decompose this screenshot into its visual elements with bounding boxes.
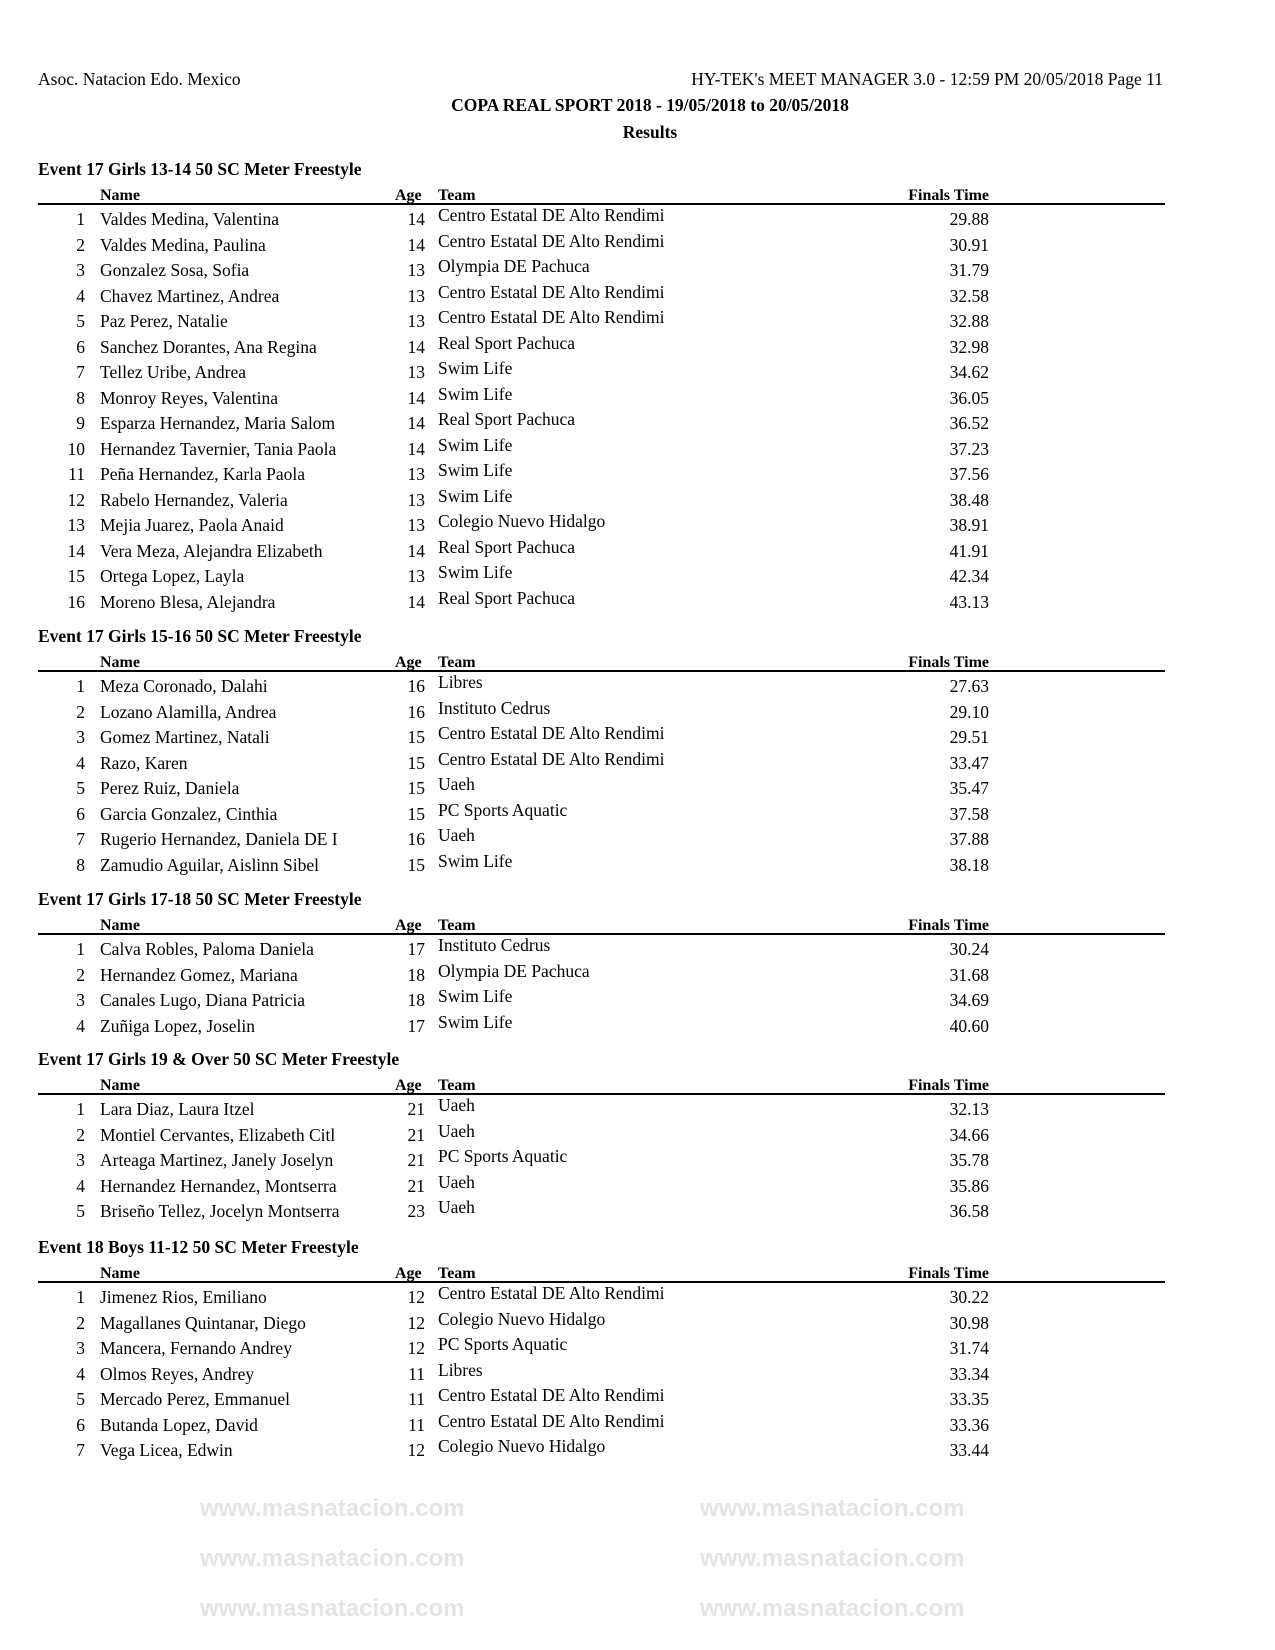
result-row	[38, 851, 1165, 877]
swimmer-name: Perez Ruiz, Daniela	[100, 778, 240, 798]
team-header: Team	[438, 1077, 476, 1094]
result-row	[38, 588, 1165, 614]
team: Uaeh	[438, 825, 475, 845]
result-row	[38, 1411, 1165, 1437]
team-header: Team	[438, 917, 476, 934]
team: Real Sport Pachuca	[438, 409, 576, 429]
place: 3	[76, 1338, 85, 1358]
age: 13	[407, 515, 425, 535]
place: 2	[76, 1124, 85, 1145]
team: Swim Life	[438, 383, 513, 404]
result-row	[38, 1334, 1165, 1360]
team: Olympia DE Pachuca	[438, 960, 590, 981]
place: 14	[67, 540, 85, 561]
place: 2	[76, 234, 85, 255]
team-header: Team	[438, 1265, 476, 1282]
finals-time: 37.23	[949, 438, 989, 459]
event-title: Event 18 Boys 11-12 50 SC Meter Freestyle	[38, 1237, 359, 1257]
event-section	[38, 1047, 1165, 1223]
place: 4	[76, 752, 85, 773]
finals-time: 30.22	[949, 1287, 989, 1307]
swimmer-name: Briseño Tellez, Jocelyn Montserra	[100, 1201, 340, 1221]
place: 4	[76, 285, 85, 306]
finals-time-header: Finals Time	[908, 917, 989, 934]
team: Centro Estatal DE Alto Rendimi	[438, 205, 665, 225]
age: 23	[407, 1201, 425, 1221]
column-header	[38, 911, 1165, 935]
place: 16	[67, 591, 85, 612]
team: Instituto Cedrus	[438, 935, 551, 955]
result-row	[38, 986, 1165, 1012]
finals-time: 38.91	[949, 515, 989, 535]
age: 16	[407, 701, 425, 722]
swimmer-name: Sanchez Dorantes, Ana Regina	[100, 336, 317, 357]
swimmer-name: Olmos Reyes, Andrey	[100, 1363, 255, 1384]
swimmer-name: Chavez Martinez, Andrea	[100, 285, 280, 306]
age: 15	[407, 803, 425, 824]
event-title: Event 17 Girls 15-16 50 SC Meter Freestyle	[38, 626, 362, 646]
result-row	[38, 1436, 1165, 1462]
age: 11	[408, 1389, 425, 1409]
age: 12	[407, 1312, 425, 1333]
age: 11	[408, 1414, 425, 1435]
place: 11	[68, 464, 85, 484]
finals-time-header: Finals Time	[908, 1077, 989, 1094]
age-header: Age	[395, 1077, 422, 1094]
place: 1	[76, 676, 85, 696]
place: 3	[76, 260, 85, 280]
finals-time: 33.47	[949, 752, 989, 773]
meet-title: COPA REAL SPORT 2018 - 19/05/2018 to 20/05/2018	[451, 95, 849, 115]
team: Centro Estatal DE Alto Rendimi	[438, 1385, 665, 1405]
finals-time: 35.47	[949, 778, 989, 798]
finals-time-header: Finals Time	[908, 187, 989, 204]
place: 1	[76, 939, 85, 959]
result-row	[38, 205, 1165, 231]
place: 8	[76, 387, 85, 408]
team: Real Sport Pachuca	[438, 332, 576, 353]
organization-name: Asoc. Natacion Edo. Mexico	[38, 69, 241, 89]
swimmer-name: Hernandez Tavernier, Tania Paola	[100, 438, 337, 459]
finals-time: 32.88	[949, 311, 989, 331]
result-row	[38, 1012, 1165, 1038]
result-row	[38, 537, 1165, 563]
swimmer-name: Meza Coronado, Dalahi	[100, 676, 268, 696]
finals-time: 43.13	[949, 591, 989, 612]
age: 21	[407, 1175, 425, 1196]
place: 10	[67, 438, 85, 459]
place: 1	[76, 1099, 85, 1119]
team: Centro Estatal DE Alto Rendimi	[438, 230, 665, 251]
finals-time: 35.86	[949, 1175, 989, 1196]
age: 13	[407, 260, 425, 280]
team: Colegio Nuevo Hidalgo	[438, 1436, 606, 1456]
finals-time: 31.74	[949, 1338, 989, 1358]
age: 14	[407, 336, 425, 357]
team: Swim Life	[438, 460, 513, 480]
place: 13	[67, 515, 85, 535]
team: Uaeh	[438, 1197, 475, 1217]
name-header: Name	[100, 1265, 140, 1282]
team: PC Sports Aquatic	[438, 1334, 568, 1354]
finals-time: 37.88	[949, 829, 989, 849]
watermark: www.masnatacion.com	[200, 1545, 465, 1572]
place: 5	[76, 1389, 85, 1409]
team: Swim Life	[438, 485, 513, 506]
watermark: www.masnatacion.com	[700, 1595, 965, 1622]
age: 12	[407, 1338, 425, 1358]
swimmer-name: Valdes Medina, Paulina	[100, 234, 266, 255]
name-header: Name	[100, 187, 140, 204]
finals-time: 30.24	[949, 939, 989, 959]
event-section	[38, 1235, 1165, 1462]
age: 18	[407, 964, 425, 985]
team: Centro Estatal DE Alto Rendimi	[438, 1283, 665, 1303]
place: 7	[76, 829, 85, 849]
place: 9	[76, 413, 85, 433]
team-header: Team	[438, 654, 476, 671]
swimmer-name: Tellez Uribe, Andrea	[100, 362, 246, 382]
team: Swim Life	[438, 1011, 513, 1032]
watermark: www.masnatacion.com	[700, 1495, 965, 1522]
age: 13	[407, 311, 425, 331]
swimmer-name: Hernandez Hernandez, Montserra	[100, 1175, 337, 1196]
software-page-info: HY-TEK's MEET MANAGER 3.0 - 12:59 PM 20/05/2018 Page 11	[691, 69, 1163, 89]
swimmer-name: Arteaga Martinez, Janely Joselyn	[100, 1150, 334, 1170]
team-header: Team	[438, 187, 476, 204]
place: 7	[76, 1440, 85, 1460]
age: 13	[407, 362, 425, 382]
swimmer-name: Moreno Blesa, Alejandra	[100, 591, 276, 612]
result-row	[38, 1197, 1165, 1223]
event-title: Event 17 Girls 13-14 50 SC Meter Freestyle	[38, 159, 362, 179]
age: 18	[407, 990, 425, 1010]
swimmer-name: Zuñiga Lopez, Joselin	[100, 1015, 256, 1036]
age: 13	[407, 464, 425, 484]
result-row	[38, 486, 1165, 512]
result-row	[38, 1146, 1165, 1172]
swimmer-name: Gomez Martinez, Natali	[100, 727, 270, 747]
finals-time: 34.62	[949, 362, 989, 382]
team: PC Sports Aquatic	[438, 799, 568, 820]
result-row	[38, 256, 1165, 282]
result-row	[38, 1283, 1165, 1309]
swimmer-name: Gonzalez Sosa, Sofia	[100, 260, 250, 280]
place: 3	[76, 990, 85, 1010]
team: Instituto Cedrus	[438, 697, 551, 718]
result-row	[38, 698, 1165, 724]
team: Uaeh	[438, 774, 475, 794]
place: 7	[76, 362, 85, 382]
age: 17	[407, 1015, 425, 1036]
team: Swim Life	[438, 986, 513, 1006]
team: Centro Estatal DE Alto Rendimi	[438, 723, 665, 743]
team: Centro Estatal DE Alto Rendimi	[438, 307, 665, 327]
finals-time: 34.66	[949, 1124, 989, 1145]
team: Libres	[438, 1359, 483, 1380]
swimmer-name: Valdes Medina, Valentina	[100, 209, 280, 229]
event-section	[38, 887, 1165, 1037]
age: 21	[407, 1124, 425, 1145]
place: 4	[76, 1363, 85, 1384]
result-row	[38, 435, 1165, 461]
age: 15	[407, 727, 425, 747]
finals-time: 34.69	[949, 990, 989, 1010]
result-row	[38, 961, 1165, 987]
team: Centro Estatal DE Alto Rendimi	[438, 748, 665, 769]
result-row	[38, 825, 1165, 851]
result-row	[38, 333, 1165, 359]
age: 12	[407, 1440, 425, 1460]
age: 14	[407, 438, 425, 459]
result-row	[38, 723, 1165, 749]
swimmer-name: Paz Perez, Natalie	[100, 311, 228, 331]
team: Swim Life	[438, 562, 513, 582]
swimmer-name: Butanda Lopez, David	[100, 1414, 258, 1435]
result-row	[38, 1385, 1165, 1411]
result-row	[38, 460, 1165, 486]
finals-time: 29.88	[949, 209, 989, 229]
swimmer-name: Lara Diaz, Laura Itzel	[100, 1099, 255, 1119]
age: 12	[407, 1287, 425, 1307]
swimmer-name: Rugerio Hernandez, Daniela DE I	[100, 829, 338, 849]
swimmer-name: Mejia Juarez, Paola Anaid	[100, 515, 284, 535]
place: 3	[76, 1150, 85, 1170]
place: 6	[76, 803, 85, 824]
finals-time: 31.68	[949, 964, 989, 985]
finals-time: 33.44	[949, 1440, 989, 1460]
swimmer-name: Monroy Reyes, Valentina	[100, 387, 279, 408]
name-header: Name	[100, 1077, 140, 1094]
team: Centro Estatal DE Alto Rendimi	[438, 1410, 665, 1431]
result-row	[38, 307, 1165, 333]
finals-time: 33.36	[949, 1414, 989, 1435]
finals-time: 41.91	[949, 540, 989, 561]
result-row	[38, 511, 1165, 537]
watermark: www.masnatacion.com	[700, 1545, 965, 1572]
place: 12	[67, 489, 85, 510]
result-row	[38, 800, 1165, 826]
age: 16	[407, 676, 425, 696]
swimmer-name: Vega Licea, Edwin	[100, 1440, 233, 1460]
result-row	[38, 1360, 1165, 1386]
team: Uaeh	[438, 1171, 475, 1192]
finals-time: 33.34	[949, 1363, 989, 1384]
team: Colegio Nuevo Hidalgo	[438, 511, 606, 531]
result-row	[38, 358, 1165, 384]
finals-time: 31.79	[949, 260, 989, 280]
result-row	[38, 1309, 1165, 1335]
team: Swim Life	[438, 434, 513, 455]
swimmer-name: Mercado Perez, Emmanuel	[100, 1389, 290, 1409]
place: 4	[76, 1015, 85, 1036]
age: 14	[407, 591, 425, 612]
place: 2	[76, 1312, 85, 1333]
swimmer-name: Peña Hernandez, Karla Paola	[100, 464, 306, 484]
swimmer-name: Zamudio Aguilar, Aislinn Sibel	[100, 854, 320, 875]
age: 21	[407, 1150, 425, 1170]
age: 15	[407, 778, 425, 798]
name-header: Name	[100, 917, 140, 934]
place: 2	[76, 701, 85, 722]
age: 13	[407, 489, 425, 510]
finals-time: 38.48	[949, 489, 989, 510]
finals-time: 35.78	[949, 1150, 989, 1170]
swimmer-name: Esparza Hernandez, Maria Salom	[100, 413, 336, 433]
age-header: Age	[395, 187, 422, 204]
finals-time: 36.58	[949, 1201, 989, 1221]
event-section	[38, 624, 1165, 876]
place: 15	[67, 566, 85, 586]
age: 11	[408, 1363, 425, 1384]
team: Uaeh	[438, 1095, 475, 1115]
finals-time: 32.98	[949, 336, 989, 357]
result-row	[38, 231, 1165, 257]
age: 21	[407, 1099, 425, 1119]
swimmer-name: Calva Robles, Paloma Daniela	[100, 939, 314, 959]
result-row	[38, 1172, 1165, 1198]
team: Swim Life	[438, 850, 513, 871]
finals-time-header: Finals Time	[908, 654, 989, 671]
age: 14	[407, 540, 425, 561]
finals-time: 38.18	[949, 854, 989, 875]
swimmer-name: Razo, Karen	[100, 752, 188, 773]
place: 2	[76, 964, 85, 985]
result-row	[38, 384, 1165, 410]
swimmer-name: Lozano Alamilla, Andrea	[100, 701, 277, 722]
result-row	[38, 749, 1165, 775]
result-row	[38, 672, 1165, 698]
swimmer-name: Magallanes Quintanar, Diego	[100, 1312, 306, 1333]
team: Uaeh	[438, 1120, 475, 1141]
column-header	[38, 1071, 1165, 1095]
place: 6	[76, 1414, 85, 1435]
event-title: Event 17 Girls 17-18 50 SC Meter Freestyle	[38, 889, 362, 909]
age: 14	[407, 387, 425, 408]
place: 4	[76, 1175, 85, 1196]
swimmer-name: Hernandez Gomez, Mariana	[100, 964, 298, 985]
team: Real Sport Pachuca	[438, 587, 576, 608]
result-row	[38, 562, 1165, 588]
finals-time: 32.13	[949, 1099, 989, 1119]
team: Colegio Nuevo Hidalgo	[438, 1308, 606, 1329]
place: 3	[76, 727, 85, 747]
watermark: www.masnatacion.com	[200, 1595, 465, 1622]
team: PC Sports Aquatic	[438, 1146, 568, 1166]
team: Olympia DE Pachuca	[438, 256, 590, 276]
event-section	[38, 157, 1165, 613]
finals-time: 32.58	[949, 285, 989, 306]
swimmer-name: Jimenez Rios, Emiliano	[100, 1287, 267, 1307]
place: 1	[76, 1287, 85, 1307]
team: Libres	[438, 672, 483, 692]
swimmer-name: Rabelo Hernandez, Valeria	[100, 489, 288, 510]
swimmer-name: Canales Lugo, Diana Patricia	[100, 990, 306, 1010]
finals-time: 30.91	[949, 234, 989, 255]
name-header: Name	[100, 654, 140, 671]
result-row	[38, 935, 1165, 961]
team: Centro Estatal DE Alto Rendimi	[438, 281, 665, 302]
place: 5	[76, 311, 85, 331]
finals-time: 33.35	[949, 1389, 989, 1409]
finals-time: 42.34	[949, 566, 989, 586]
team: Real Sport Pachuca	[438, 536, 576, 557]
age: 17	[407, 939, 425, 959]
swimmer-name: Garcia Gonzalez, Cinthia	[100, 803, 278, 824]
place: 5	[76, 1201, 85, 1221]
result-row	[38, 409, 1165, 435]
column-header	[38, 181, 1165, 205]
age: 14	[407, 209, 425, 229]
finals-time: 36.52	[949, 413, 989, 433]
result-row	[38, 774, 1165, 800]
result-row	[38, 282, 1165, 308]
finals-time: 27.63	[949, 676, 989, 696]
age-header: Age	[395, 917, 422, 934]
age: 15	[407, 854, 425, 875]
place: 1	[76, 209, 85, 229]
place: 6	[76, 336, 85, 357]
team: Swim Life	[438, 358, 513, 378]
watermark: www.masnatacion.com	[200, 1495, 465, 1522]
finals-time: 30.98	[949, 1312, 989, 1333]
age: 14	[407, 234, 425, 255]
column-header	[38, 1259, 1165, 1283]
finals-time-header: Finals Time	[908, 1265, 989, 1282]
place: 5	[76, 778, 85, 798]
finals-time: 36.05	[949, 387, 989, 408]
swimmer-name: Vera Meza, Alejandra Elizabeth	[100, 540, 323, 561]
age: 13	[407, 566, 425, 586]
result-row	[38, 1095, 1165, 1121]
column-header	[38, 648, 1165, 672]
age-header: Age	[395, 1265, 422, 1282]
place: 8	[76, 854, 85, 875]
age: 16	[407, 829, 425, 849]
finals-time: 29.51	[949, 727, 989, 747]
finals-time: 37.56	[949, 464, 989, 484]
result-row	[38, 1121, 1165, 1147]
event-title: Event 17 Girls 19 & Over 50 SC Meter Freestyle	[38, 1049, 400, 1069]
age: 15	[407, 752, 425, 773]
finals-time: 29.10	[949, 701, 989, 722]
swimmer-name: Montiel Cervantes, Elizabeth Citl	[100, 1124, 336, 1145]
swimmer-name: Ortega Lopez, Layla	[100, 566, 245, 586]
results-heading: Results	[622, 122, 678, 142]
finals-time: 37.58	[949, 803, 989, 824]
finals-time: 40.60	[949, 1015, 989, 1036]
swimmer-name: Mancera, Fernando Andrey	[100, 1338, 292, 1358]
age: 14	[407, 413, 425, 433]
age: 13	[407, 285, 425, 306]
age-header: Age	[395, 654, 422, 671]
